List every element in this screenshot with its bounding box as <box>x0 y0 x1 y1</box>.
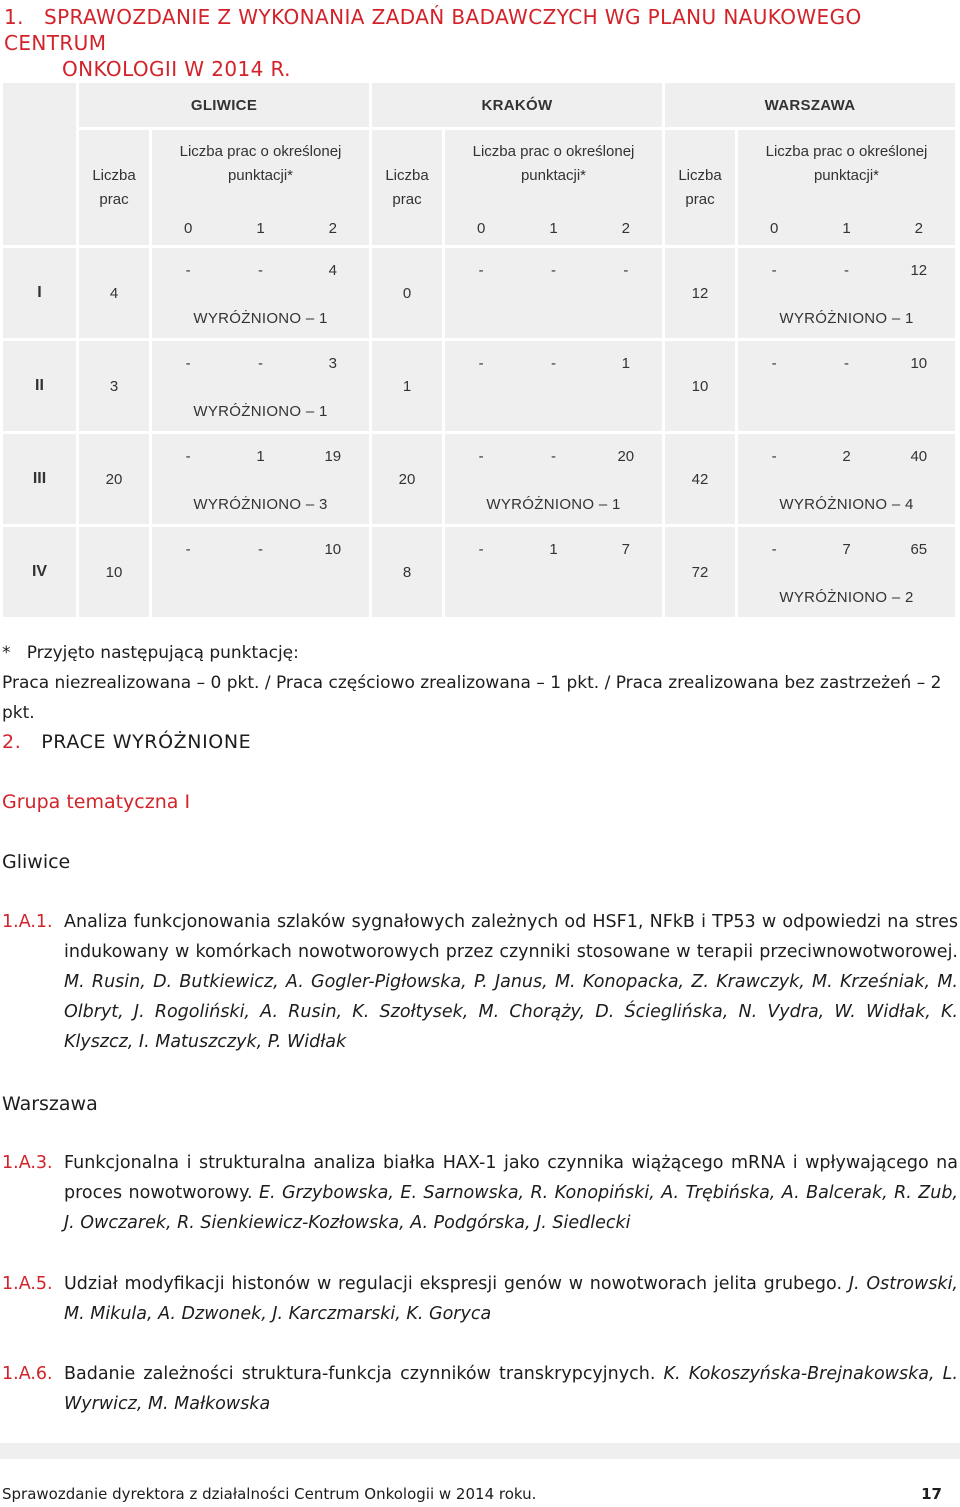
point-value: 3 <box>328 355 337 372</box>
point-value: - <box>478 541 484 558</box>
point-value: 20 <box>617 448 635 465</box>
point-value: 12 <box>910 262 928 279</box>
group-title: Grupa tematyczna I <box>2 791 191 813</box>
footnote-line2: Praca niezrealizowana – 0 pkt. / Praca częściowo zrealizowana – 1 pkt. / Praca zrealizowana bez zastrzeżeń – 2 pkt. <box>2 673 942 723</box>
point-value: - <box>185 541 191 558</box>
page-number: 17 <box>921 1485 942 1503</box>
row-label: I <box>3 248 76 338</box>
point-value: - <box>771 541 777 558</box>
row-total: 0 <box>372 248 442 338</box>
corner-cell <box>3 83 76 245</box>
footer-rule <box>0 1443 960 1459</box>
point-value: - <box>843 355 849 372</box>
row-points <box>738 248 955 338</box>
row-total: 20 <box>79 434 149 524</box>
footnote-line1: Przyjęto następującą punktację: <box>26 643 299 663</box>
heading-line2: ONKOLOGII W 2014 R. <box>62 57 291 81</box>
point-value: 4 <box>328 262 337 279</box>
row-points <box>738 341 955 431</box>
results-table <box>0 80 958 620</box>
wyrozniono-label: WYRÓŻNIONO – 1 <box>193 310 328 327</box>
row-points <box>738 527 955 617</box>
point-value: - <box>550 262 556 279</box>
entry-1a6: 1.A.6. Badanie zależności struktura-funkcja czynników transkrypcyjnych. K. Kokoszyńska-Brejnakowska, L. Wyrwicz, M. Małkowska <box>2 1364 958 1414</box>
wyrozniono-label: WYRÓŻNIONO – 1 <box>486 496 621 513</box>
table-row <box>3 248 955 338</box>
point-value: - <box>550 448 556 465</box>
subheading-gliwice: Gliwice <box>2 851 71 873</box>
point-value: - <box>478 262 484 279</box>
wyrozniono-label: WYRÓŻNIONO – 3 <box>193 496 328 513</box>
row-total: 72 <box>665 527 735 617</box>
point-value: 7 <box>621 541 630 558</box>
liczba-prac-header: Liczba prac <box>79 130 149 245</box>
page-heading <box>4 4 954 82</box>
point-value: - <box>771 448 777 465</box>
footer-text: Sprawozdanie dyrektora z działalności Centrum Onkologii w 2014 roku. <box>2 1485 537 1503</box>
heading-number: 1. <box>4 5 24 29</box>
wyrozniono-label: WYRÓŻNIONO – 2 <box>779 589 914 606</box>
point-value: - <box>257 355 263 372</box>
point-value: - <box>185 262 191 279</box>
row-points <box>152 341 369 431</box>
row-label: III <box>3 434 76 524</box>
city-krakow: KRAKÓW <box>372 83 662 127</box>
row-points <box>445 527 662 617</box>
row-total: 3 <box>79 341 149 431</box>
entry-1a1: 1.A.1. Analiza funkcjonowania szlaków sygnałowych zależnych od HSF1, NFkB i TP53 w odpowiedzi na stres indukowany w komórkach nowotworowych przez czynniki stosowane w terapii przeciwnowotworowej. M. Rusin, D. Butkiewicz, A. Gogler-Pigłowska, P. Janus, M. Konopacka, Z. Krawczyk, M. Krześniak, M. Olbryt, J. Rogoliński, A. Rusin, K. Szołtysek, M. Chorąży, D. Ścieglińska, N. Vydra, W. Widłak, K. Klyszcz, I. Matuszczyk, P. Widłak <box>2 912 958 1052</box>
row-label: II <box>3 341 76 431</box>
row-label: IV <box>3 527 76 617</box>
heading-line1: SPRAWOZDANIE Z WYKONANIA ZADAŃ BADAWCZYCH WG PLANU NAUKOWEGO CENTRUM <box>4 5 862 55</box>
points-header: Liczba prac o określonej punktacji* 0 1 2 <box>738 130 955 245</box>
row-total: 10 <box>79 527 149 617</box>
section-heading: 2. PRACE WYRÓŻNIONE <box>2 731 252 753</box>
row-points <box>152 527 369 617</box>
point-value: 1 <box>549 541 558 558</box>
row-total: 20 <box>372 434 442 524</box>
liczba-prac-header: Liczba prac <box>372 130 442 245</box>
row-total: 4 <box>79 248 149 338</box>
point-value: - <box>478 448 484 465</box>
row-total: 10 <box>665 341 735 431</box>
point-value: - <box>771 262 777 279</box>
row-points <box>445 434 662 524</box>
table-row <box>3 527 955 617</box>
point-value: - <box>843 262 849 279</box>
row-total: 12 <box>665 248 735 338</box>
row-points <box>738 434 955 524</box>
point-value: - <box>257 541 263 558</box>
point-value: - <box>257 262 263 279</box>
point-value: 2 <box>842 448 851 465</box>
point-value: - <box>185 355 191 372</box>
row-total: 42 <box>665 434 735 524</box>
entry-1a3: 1.A.3. Funkcjonalna i strukturalna analiza białka HAX-1 jako czynnika wiążącego mRNA i wpływającego na proces nowotworowy. E. Grzybowska, E. Sarnowska, R. Konopiński, A. Trębińska, A. Balcerak, R. Zub, J. Owczarek, R. Sienkiewicz-Kozłowska, A. Podgórska, J. Siedlecki <box>2 1153 958 1233</box>
row-points <box>152 248 369 338</box>
liczba-prac-header: Liczba prac <box>665 130 735 245</box>
row-points <box>445 248 662 338</box>
point-value: 19 <box>324 448 342 465</box>
row-total: 8 <box>372 527 442 617</box>
footnote: * Przyjęto następującą punktację: Praca niezrealizowana – 0 pkt. / Praca częściowo zrealizowana – 1 pkt. / Praca zrealizowana bez zastrzeżeń – 2 pkt. <box>2 643 942 723</box>
wyrozniono-label: WYRÓŻNIONO – 4 <box>779 496 914 513</box>
points-header: Liczba prac o określonej punktacji* 0 1 2 <box>152 130 369 245</box>
row-total: 1 <box>372 341 442 431</box>
point-value: - <box>185 448 191 465</box>
wyrozniono-label: WYRÓŻNIONO – 1 <box>779 310 914 327</box>
points-header: Liczba prac o określonej punktacji* 0 1 2 <box>445 130 662 245</box>
point-value: - <box>550 355 556 372</box>
table-row <box>3 434 955 524</box>
city-warszawa: WARSZAWA <box>665 83 955 127</box>
city-gliwice: GLIWICE <box>79 83 369 127</box>
point-value: 7 <box>842 541 851 558</box>
wyrozniono-label: WYRÓŻNIONO – 1 <box>193 403 328 420</box>
point-value: - <box>771 355 777 372</box>
row-points <box>445 341 662 431</box>
point-value: 1 <box>256 448 265 465</box>
point-value: - <box>478 355 484 372</box>
point-value: 1 <box>621 355 630 372</box>
entry-1a5: 1.A.5. Udział modyfikacji histonów w regulacji ekspresji genów w nowotworach jelita grubego. J. Ostrowski, M. Mikula, A. Dzwonek, J. Karczmarski, K. Goryca <box>2 1274 958 1324</box>
point-value: 10 <box>910 355 928 372</box>
point-value: - <box>623 262 629 279</box>
point-value: 40 <box>910 448 928 465</box>
subheading-warszawa: Warszawa <box>2 1093 98 1115</box>
point-value: 10 <box>324 541 342 558</box>
table-row <box>3 341 955 431</box>
row-points <box>152 434 369 524</box>
point-value: 65 <box>910 541 928 558</box>
